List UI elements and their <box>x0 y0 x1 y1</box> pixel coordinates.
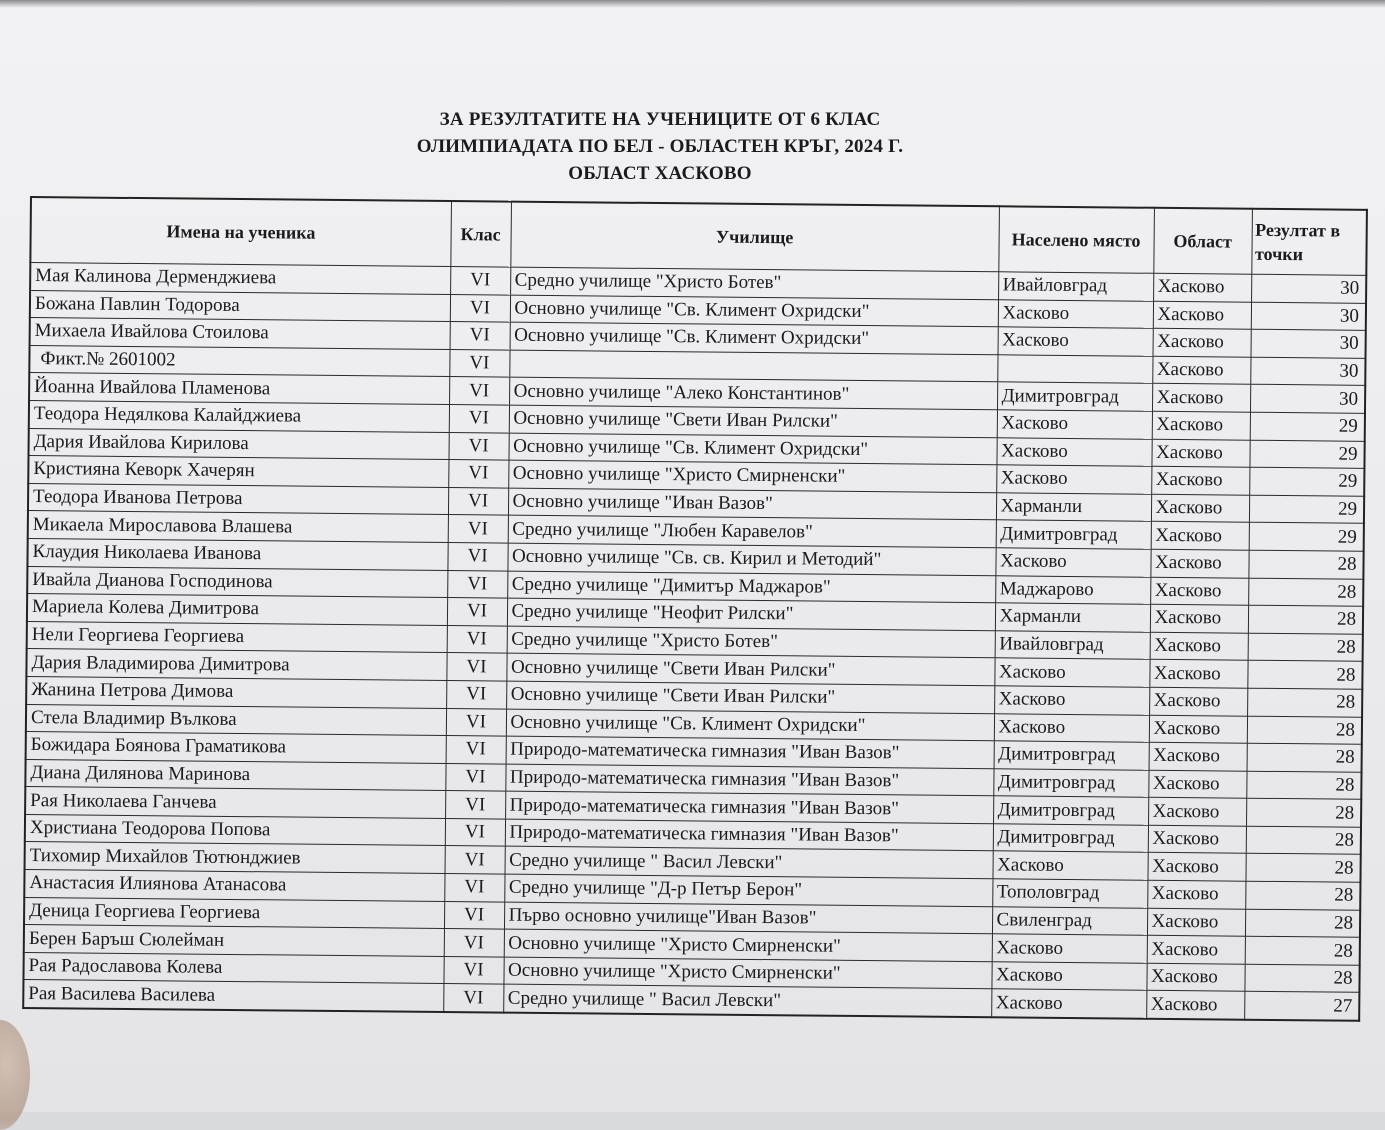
cell-student-name: Фикт.№ 2601002 <box>29 345 449 377</box>
cell-student-name: Христиана Теодорова Попова <box>25 814 445 846</box>
cell-class: VI <box>447 542 507 570</box>
cell-result: 28 <box>1244 964 1359 993</box>
cell-result: 28 <box>1248 550 1363 579</box>
cell-class: VI <box>445 818 505 846</box>
cell-student-name: Божана Павлин Тодорова <box>30 290 450 322</box>
column-header-result: Резултат в точки <box>1251 209 1367 276</box>
cell-region: Хасково <box>1151 466 1249 495</box>
cell-student-name: Дария Ивайлова Кирилова <box>29 428 449 460</box>
cell-result: 29 <box>1250 412 1365 441</box>
cell-result: 28 <box>1248 633 1363 662</box>
cell-result: 28 <box>1246 826 1361 855</box>
cell-town: Хасково <box>992 934 1147 963</box>
cell-region: Хасково <box>1149 660 1247 689</box>
cell-town: Хасково <box>996 465 1151 494</box>
cell-class: VI <box>445 846 505 874</box>
cell-school: Природо-математическа гимназия "Иван Вазов" <box>506 736 994 768</box>
cell-school: Основно училище "Свети Иван Рилски" <box>506 681 994 713</box>
cell-region: Хасково <box>1152 384 1250 413</box>
column-header-region: Област <box>1153 208 1252 274</box>
title-line-3: ОБЛАСТ ХАСКОВО <box>568 163 752 184</box>
cell-school: Основно училище "Иван Вазов" <box>508 488 996 520</box>
cell-class: VI <box>444 874 504 902</box>
cell-class: VI <box>445 763 505 791</box>
cell-region: Хасково <box>1152 356 1250 385</box>
cell-student-name: Мариела Колева Димитрова <box>27 594 447 626</box>
cell-region: Хасково <box>1149 742 1247 771</box>
cell-region: Хасково <box>1151 522 1249 551</box>
results-table-wrapper <box>22 196 1370 1022</box>
cell-region: Хасково <box>1150 632 1248 661</box>
cell-class: VI <box>449 377 509 405</box>
cell-class: VI <box>446 708 506 736</box>
cell-school: Основно училище "Алеко Константинов" <box>509 377 997 409</box>
cell-region: Хасково <box>1153 328 1251 357</box>
cell-result: 28 <box>1247 661 1362 690</box>
cell-region: Хасково <box>1151 494 1249 523</box>
cell-town: Хасково <box>998 299 1153 328</box>
document-title <box>330 106 990 187</box>
cell-result: 28 <box>1246 771 1361 800</box>
column-header-school: Училище <box>510 202 999 272</box>
cell-result: 28 <box>1248 578 1363 607</box>
cell-town: Хасково <box>996 437 1151 466</box>
cell-town: Димитровград <box>996 520 1151 549</box>
cell-school: Основно училище "Св. Климент Охридски" <box>508 433 996 465</box>
cell-student-name: Божидара Боянова Граматикова <box>26 732 446 764</box>
table-body <box>23 263 1366 1021</box>
cell-result: 28 <box>1247 688 1362 717</box>
cell-region: Хасково <box>1153 273 1251 302</box>
cell-student-name: Нели Георгиева Георгиева <box>27 621 447 653</box>
cell-result: 29 <box>1249 467 1364 496</box>
cell-town: Маджарово <box>995 575 1150 604</box>
cell-result: 30 <box>1251 329 1366 358</box>
cell-class: VI <box>444 901 504 929</box>
cell-school: Средно училище "Д-р Петър Берон" <box>504 874 992 906</box>
cell-student-name: Микаела Мирославова Влашева <box>28 511 448 543</box>
cell-class: VI <box>446 653 506 681</box>
cell-town: Димитровград <box>993 824 1148 853</box>
cell-result: 30 <box>1250 357 1365 386</box>
cell-student-name: Ивайла Дианова Господинова <box>27 566 447 598</box>
cell-class: VI <box>445 791 505 819</box>
cell-school: Основно училище "Св. Климент Охридски" <box>510 295 998 327</box>
cell-school: Основно училище "Св. Климент Охридски" <box>510 322 998 354</box>
column-header-town: Населено място <box>998 206 1154 273</box>
cell-region: Хасково <box>1148 770 1246 799</box>
cell-student-name: Кристияна Кеворк Хачерян <box>28 456 448 488</box>
cell-town: Хасково <box>998 327 1153 356</box>
results-table <box>22 196 1368 1022</box>
cell-class: VI <box>447 625 507 653</box>
cell-student-name: Рая Радославова Колева <box>23 952 443 984</box>
cell-town: Хасково <box>994 658 1149 687</box>
cell-town: Димитровград <box>993 768 1148 797</box>
cell-class: VI <box>448 460 508 488</box>
cell-student-name: Клаудия Николаева Иванова <box>27 538 447 570</box>
cell-result: 28 <box>1245 881 1360 910</box>
cell-school: Основно училище "Св. св. Кирил и Методий" <box>507 543 995 575</box>
cell-school: Средно училище "Христо Ботев" <box>507 626 995 658</box>
cell-region: Хасково <box>1147 936 1245 965</box>
cell-student-name: Жанина Петрова Димова <box>26 676 446 708</box>
cell-school: Основно училище "Свети Иван Рилски" <box>509 405 997 437</box>
cell-region: Хасково <box>1149 687 1247 716</box>
cell-region: Хасково <box>1151 439 1249 468</box>
cell-region: Хасково <box>1148 825 1246 854</box>
cell-town: Хасково <box>997 410 1152 439</box>
cell-school: Природо-математическа гимназия "Иван Вазов" <box>505 791 993 823</box>
cell-result: 28 <box>1247 743 1362 772</box>
cell-town: Димитровград <box>993 796 1148 825</box>
cell-school: Средно училище "Любен Каравелов" <box>508 515 996 547</box>
cell-class: VI <box>447 598 507 626</box>
cell-class: VI <box>448 515 508 543</box>
cell-student-name: Рая Николаева Ганчева <box>25 787 445 819</box>
cell-student-name: Берен Баръш Сюлейман <box>24 925 444 957</box>
cell-class: VI <box>450 322 510 350</box>
cell-region: Хасково <box>1147 853 1245 882</box>
cell-region: Хасково <box>1153 301 1251 330</box>
cell-class: VI <box>450 294 510 322</box>
title-line-2: ОЛИМПИАДАТА ПО БЕЛ - ОБЛАСТЕН КРЪГ, 2024 Г. <box>416 136 904 157</box>
cell-town: Харманли <box>996 493 1151 522</box>
cell-student-name: Дария Владимирова Димитрова <box>26 649 446 681</box>
cell-town: Хасково <box>994 686 1149 715</box>
column-header-class: Клас <box>450 201 511 267</box>
cell-region: Хасково <box>1146 963 1244 992</box>
cell-class: VI <box>448 487 508 515</box>
cell-result: 28 <box>1247 716 1362 745</box>
cell-region: Хасково <box>1149 715 1247 744</box>
cell-student-name: Анастасия Илиянова Атанасова <box>24 870 444 902</box>
cell-class: VI <box>443 956 503 984</box>
cell-town: Хасково <box>992 851 1147 880</box>
cell-school: Средно училище "Неофит Рилски" <box>507 598 995 630</box>
cell-student-name: Стела Владимир Вълкова <box>26 704 446 736</box>
cell-school: Основно училище "Христо Смирненски" <box>503 957 991 989</box>
cell-school: Основно училище "Христо Смирненски" <box>508 460 996 492</box>
cell-class: VI <box>448 432 508 460</box>
title-line-1: ЗА РЕЗУЛТАТИТЕ НА УЧЕНИЦИТЕ ОТ 6 КЛАС <box>439 109 881 130</box>
cell-student-name: Деница Георгиева Георгиева <box>24 897 444 929</box>
cell-region: Хасково <box>1150 604 1248 633</box>
cell-school: Средно училище "Христо Ботев" <box>510 267 998 299</box>
cell-town: Хасково <box>991 962 1146 991</box>
cell-class: VI <box>443 984 503 1013</box>
cell-class: VI <box>446 680 506 708</box>
cell-result: 28 <box>1245 936 1360 965</box>
cell-town: Димитровград <box>994 741 1149 770</box>
cell-school: Природо-математическа гимназия "Иван Вазов" <box>505 819 993 851</box>
cell-result: 29 <box>1249 495 1364 524</box>
cell-class: VI <box>449 405 509 433</box>
cell-school: Средно училище " Васил Левски" <box>505 847 993 879</box>
cell-region: Хасково <box>1150 577 1248 606</box>
cell-school: Природо-математическа гимназия "Иван Вазов" <box>505 764 993 796</box>
cell-result: 30 <box>1251 302 1366 331</box>
cell-result: 30 <box>1251 274 1366 303</box>
cell-result: 28 <box>1248 605 1363 634</box>
cell-region: Хасково <box>1147 880 1245 909</box>
cell-class: VI <box>450 267 510 295</box>
cell-town: Свиленград <box>992 906 1147 935</box>
cell-region: Хасково <box>1150 549 1248 578</box>
top-edge-shadow <box>0 0 1385 8</box>
column-header-name: Имена на ученика <box>30 197 451 267</box>
cell-school: Основно училище "Христо Смирненски" <box>504 929 992 961</box>
cell-town: Хасково <box>994 713 1149 742</box>
cell-student-name: Йоанна Ивайлова Пламенова <box>29 373 449 405</box>
cell-town: Хасково <box>995 548 1150 577</box>
cell-school: Първо основно училище"Иван Вазов" <box>504 902 992 934</box>
cell-region: Хасково <box>1152 411 1250 440</box>
cell-school: Средно училище "Димитър Маджаров" <box>507 571 995 603</box>
cell-town: Харманли <box>995 603 1150 632</box>
cell-result: 30 <box>1250 385 1365 414</box>
cell-class: VI <box>447 570 507 598</box>
cell-town: Димитровград <box>997 382 1152 411</box>
cell-region: Хасково <box>1148 798 1246 827</box>
cell-class: VI <box>444 929 504 957</box>
cell-result: 27 <box>1244 992 1359 1021</box>
cell-town: Ивайловград <box>995 631 1150 660</box>
cell-town: Тополовград <box>992 879 1147 908</box>
cell-class: VI <box>449 349 509 377</box>
cell-student-name: Теодора Недялкова Калайджиева <box>29 400 449 432</box>
cell-town <box>997 355 1152 384</box>
cell-student-name: Рая Василева Василева <box>23 980 443 1012</box>
cell-town: Хасково <box>991 989 1146 1019</box>
cell-school: Средно училище " Васил Левски" <box>503 985 991 1018</box>
cell-student-name: Диана Дилянова Маринова <box>25 759 445 791</box>
cell-result: 28 <box>1245 854 1360 883</box>
cell-result: 28 <box>1246 798 1361 827</box>
cell-result: 29 <box>1249 440 1364 469</box>
cell-student-name: Теодора Иванова Петрова <box>28 483 448 515</box>
cell-student-name: Тихомир Михайлов Тютюнджиев <box>25 842 445 874</box>
cell-school: Основно училище "Свети Иван Рилски" <box>506 653 994 685</box>
cell-student-name: Мая Калинова Дерменджиева <box>30 263 450 295</box>
cell-class: VI <box>446 736 506 764</box>
cell-region: Хасково <box>1147 908 1245 937</box>
cell-result: 29 <box>1249 523 1364 552</box>
finger-in-frame <box>0 1020 30 1130</box>
cell-town: Ивайловград <box>998 272 1153 301</box>
cell-school: Основно училище "Св. Климент Охридски" <box>506 709 994 741</box>
cell-student-name: Михаела Ивайлова Стоилова <box>30 318 450 350</box>
cell-region: Хасково <box>1146 991 1244 1020</box>
cell-result: 28 <box>1245 909 1360 938</box>
